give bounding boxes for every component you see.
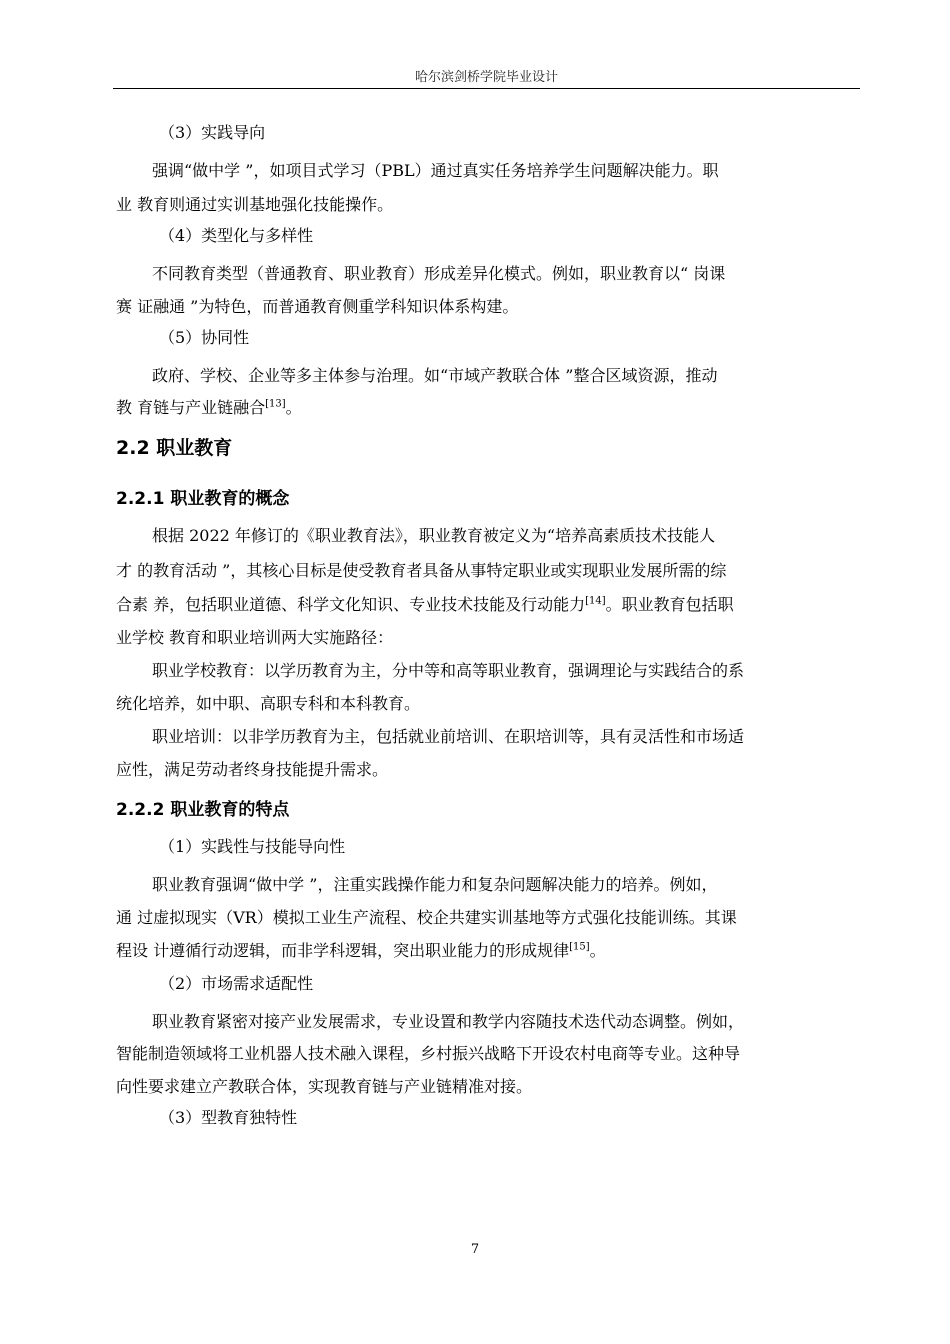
paragraph-line: 根据 2022 年修订的《职业教育法》，职业教育被定义为“培养高素质技术技能人 [152, 526, 716, 545]
page-header: 哈尔滨剑桥学院毕业设计 [414, 70, 558, 85]
line-text: 。 [285, 398, 302, 417]
paragraph-line: 职业学校教育：以学历教育为主，分中等和高等职业教育，强调理论与实践结合的系 [152, 661, 745, 680]
line-text: 合素 养，包括职业道德、科学文化知识、专业技术技能及行动能力 [116, 595, 586, 614]
list-item-heading: （3）型教育独特性 [159, 1108, 298, 1127]
list-item-heading: （3）实践导向 [159, 123, 266, 142]
line-text: 。职业教育包括职 [605, 595, 734, 614]
paragraph-line: 智能制造领域将工业机器人技术融入课程，乡村振兴战略下开设农村电商等专业。这种导 [116, 1044, 741, 1063]
paragraph-line: 政府、学校、企业等多主体参与治理。如“市域产教联合体 ”整合区域资源，推动 [152, 366, 718, 385]
paragraph-line: 应性，满足劳动者终身技能提升需求。 [116, 760, 389, 779]
paragraph-line: 才 的教育活动 ”，其核心目标是使受教育者具备从事特定职业或实现职业发展所需的综 [116, 561, 727, 580]
list-item-heading: （4）类型化与多样性 [159, 226, 314, 245]
paragraph-line [116, 398, 302, 418]
paragraph-line: 不同教育类型（普通教育、职业教育）形成差异化模式。例如，职业教育以“ 岗课 [152, 264, 726, 283]
line-text: 。 [589, 941, 606, 960]
subsection-heading: 2.2.2 职业教育的特点 [116, 800, 290, 820]
citation-ref: [15] [569, 941, 590, 953]
line-text: 程设 计遵循行动逻辑，而非学科逻辑，突出职业能力的形成规律 [116, 941, 570, 960]
paragraph-line: 业学校 教育和职业培训两大实施路径： [116, 628, 394, 647]
section-heading: 2.2 职业教育 [116, 437, 233, 459]
paragraph-line: 向性要求建立产教联合体，实现教育链与产业链精准对接。 [116, 1077, 533, 1096]
paragraph-line: 业 教育则通过实训基地强化技能操作。 [116, 195, 394, 214]
paragraph-line: 通 过虚拟现实（VR）模拟工业生产流程、校企共建实训基地等方式强化技能训练。其课 [116, 908, 737, 927]
citation-ref: [13] [265, 398, 286, 410]
paragraph-line: 职业教育紧密对接产业发展需求，专业设置和教学内容随技术迭代动态调整。例如， [152, 1012, 745, 1031]
paragraph-line: 职业教育强调“做中学 ”，注重实践操作能力和复杂问题解决能力的培养。例如， [152, 875, 718, 894]
list-item-heading: （1）实践性与技能导向性 [159, 837, 346, 856]
list-item-heading: （5）协同性 [159, 328, 250, 347]
paragraph-line: 强调“做中学 ”，如项目式学习（PBL）通过真实任务培养学生问题解决能力。职 [152, 161, 719, 180]
subsection-heading: 2.2.1 职业教育的概念 [116, 489, 290, 509]
paragraph-line: 职业培训：以非学历教育为主，包括就业前培训、在职培训等，具有灵活性和市场适 [152, 727, 745, 746]
citation-ref: [14] [585, 595, 606, 607]
paragraph-line: 赛 证融通 ”为特色，而普通教育侧重学科知识体系构建。 [116, 297, 519, 316]
list-item-heading: （2）市场需求适配性 [159, 974, 314, 993]
page-number: 7 [470, 1242, 480, 1257]
paragraph-line: 统化培养，如中职、高职专科和本科教育。 [116, 694, 421, 713]
line-text: 教 育链与产业链融合 [116, 398, 266, 417]
header-rule [113, 88, 860, 89]
paragraph-line [116, 941, 606, 961]
paragraph-line [116, 595, 734, 615]
